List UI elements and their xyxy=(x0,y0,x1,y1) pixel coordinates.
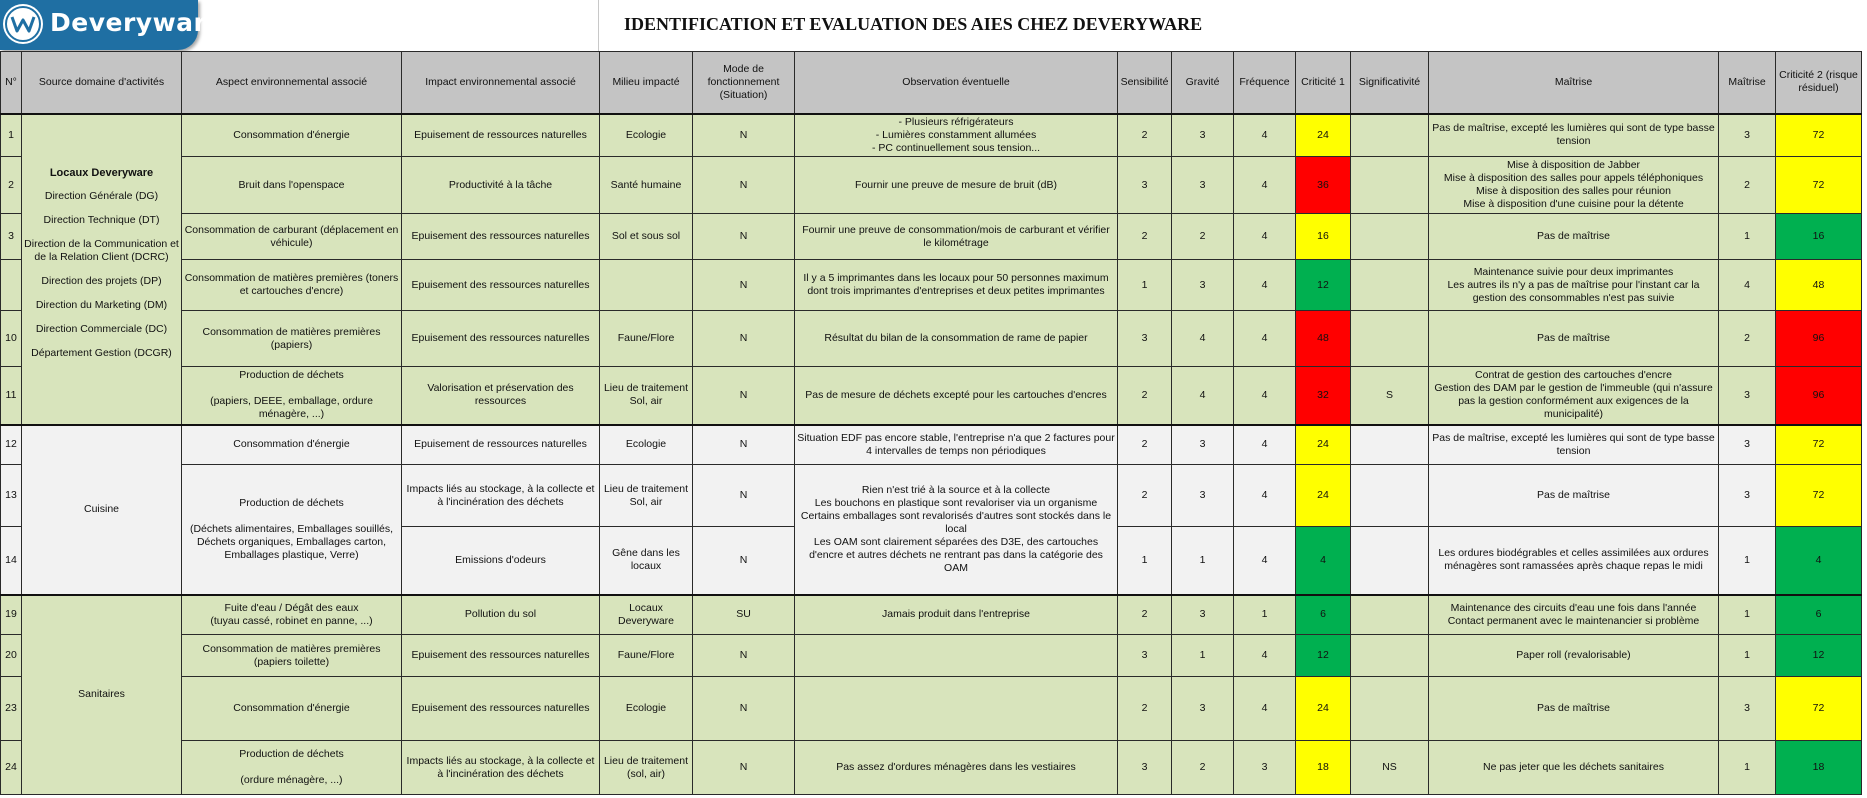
cell-significativite[interactable] xyxy=(1351,465,1429,527)
cell-line: Ne pas jeter que les déchets sanitaires xyxy=(1483,761,1664,773)
cell-line: - Plusieurs réfrigérateurs xyxy=(898,115,1014,128)
cell-criticite1[interactable]: 48 xyxy=(1296,311,1351,367)
cell-line: Pas assez d'ordures ménagères dans les vestiaires xyxy=(836,761,1076,773)
cell-mode[interactable]: N xyxy=(693,214,795,260)
cell-gravite[interactable]: 2 xyxy=(1172,214,1234,260)
cell-significativite[interactable] xyxy=(1351,527,1429,595)
cell-maitrise[interactable] xyxy=(1429,114,1719,157)
cell-line: (Déchets alimentaires, Emballages souillés, Déchets organiques, Emballages carton, Emballages plastique, Verre) xyxy=(189,522,394,561)
cell-criticite1[interactable]: 12 xyxy=(1296,260,1351,311)
cell-observation[interactable] xyxy=(795,635,1118,677)
cell-mode[interactable]: N xyxy=(693,114,795,157)
cell-maitrise[interactable] xyxy=(1429,527,1719,595)
cell-maitrise-score[interactable]: 2 xyxy=(1719,311,1776,367)
cell-line: Pas de maîtrise, excepté les lumières qui sont de type basse tension xyxy=(1432,122,1715,148)
cell-sensibilite[interactable]: 2 xyxy=(1118,114,1172,157)
cell-criticite1[interactable]: 24 xyxy=(1296,425,1351,465)
cell-n[interactable]: 20 xyxy=(1,635,22,677)
cell-milieu[interactable]: Faune/Flore xyxy=(600,311,693,367)
cell-n[interactable]: 14 xyxy=(1,527,22,595)
group-item: Direction du Marketing (DM) xyxy=(35,299,168,311)
cell-gravite[interactable]: 3 xyxy=(1172,157,1234,214)
cell-n[interactable]: 19 xyxy=(1,595,22,635)
col-header-sensibilite[interactable]: Sensibilité xyxy=(1118,52,1172,114)
cell-observation[interactable] xyxy=(795,367,1118,425)
cell-frequence[interactable]: 4 xyxy=(1234,367,1296,425)
table-row xyxy=(1,157,1862,214)
cell-maitrise-score[interactable]: 2 xyxy=(1719,157,1776,214)
cell-impact[interactable]: Epuisement des ressources naturelles xyxy=(402,635,600,677)
cell-criticite1[interactable]: 16 xyxy=(1296,214,1351,260)
cell-maitrise-score[interactable]: 1 xyxy=(1719,635,1776,677)
cell-criticite2[interactable]: 16 xyxy=(1776,214,1862,260)
cell-observation[interactable] xyxy=(795,677,1118,741)
cell-line: Contact permanent avec le maintenancier si problème xyxy=(1447,614,1700,627)
cell-maitrise[interactable] xyxy=(1429,260,1719,311)
cell-significativite[interactable] xyxy=(1351,595,1429,635)
cell-observation[interactable] xyxy=(795,157,1118,214)
cell-frequence[interactable]: 4 xyxy=(1234,311,1296,367)
cell-line: Mise à disposition de Jabber xyxy=(1506,159,1641,171)
cell-criticite2[interactable]: 6 xyxy=(1776,595,1862,635)
cell-criticite1[interactable]: 24 xyxy=(1296,114,1351,157)
table-row xyxy=(1,367,1862,425)
col-header-criticite1[interactable]: Criticité 1 xyxy=(1296,52,1351,114)
cell-criticite2[interactable]: 12 xyxy=(1776,635,1862,677)
cell-line: Jamais produit dans l'entreprise xyxy=(882,608,1030,621)
cell-frequence[interactable]: 4 xyxy=(1234,465,1296,527)
col-header-n[interactable]: N° xyxy=(1,52,22,114)
table-row xyxy=(1,260,1862,311)
cell-maitrise[interactable] xyxy=(1429,677,1719,741)
col-header-criticite2[interactable]: Criticité 2 (risque résiduel) xyxy=(1776,52,1862,114)
col-header-milieu[interactable]: Milieu impacté xyxy=(600,52,693,114)
header-row xyxy=(1,52,1862,114)
cell-milieu[interactable]: Lieu de traitement (sol, air) xyxy=(600,741,693,795)
cell-sensibilite[interactable]: 2 xyxy=(1118,465,1172,527)
group-locaux-deveryware[interactable] xyxy=(22,114,182,425)
cell-line: Paper roll (revalorisable) xyxy=(1516,649,1631,661)
cell-criticite2[interactable]: 72 xyxy=(1776,114,1862,157)
cell-criticite2[interactable]: 96 xyxy=(1776,367,1862,425)
cell-aspect[interactable] xyxy=(182,367,402,425)
cell-maitrise-score[interactable]: 3 xyxy=(1719,367,1776,425)
cell-line: Les bouchons en plastique sont revaloriser via un organisme xyxy=(814,496,1098,509)
cell-line: Production de déchets xyxy=(239,369,344,382)
cell-gravite[interactable]: 3 xyxy=(1172,677,1234,741)
cell-line: Mise à disposition des salles pour appels téléphoniques xyxy=(1443,172,1704,184)
cell-significativite[interactable]: S xyxy=(1351,367,1429,425)
company-logo xyxy=(0,0,224,50)
cell-sensibilite[interactable]: 3 xyxy=(1118,311,1172,367)
cell-line: (papiers, DEEE, emballage, ordure ménagère, ...) xyxy=(210,395,373,421)
cell-significativite[interactable] xyxy=(1351,311,1429,367)
col-header-maitrise-score[interactable]: Maîtrise xyxy=(1719,52,1776,114)
cell-sensibilite[interactable]: 1 xyxy=(1118,260,1172,311)
cell-sensibilite[interactable]: 2 xyxy=(1118,425,1172,465)
col-header-gravite[interactable]: Gravité xyxy=(1172,52,1234,114)
cell-observation[interactable] xyxy=(795,114,1118,157)
cell-milieu[interactable]: Gêne dans les locaux xyxy=(600,527,693,595)
cell-n[interactable]: 11 xyxy=(1,367,22,425)
cell-gravite[interactable]: 4 xyxy=(1172,311,1234,367)
cell-maitrise[interactable] xyxy=(1429,465,1719,527)
cell-criticite1[interactable]: 6 xyxy=(1296,595,1351,635)
cell-observation[interactable] xyxy=(795,214,1118,260)
cell-maitrise[interactable] xyxy=(1429,741,1719,795)
cell-significativite[interactable] xyxy=(1351,635,1429,677)
cell-sensibilite[interactable]: 3 xyxy=(1118,157,1172,214)
cell-maitrise[interactable] xyxy=(1429,635,1719,677)
table-row xyxy=(1,214,1862,260)
cell-observation[interactable] xyxy=(795,260,1118,311)
cell-criticite1[interactable]: 24 xyxy=(1296,677,1351,741)
cell-frequence[interactable]: 4 xyxy=(1234,635,1296,677)
group-title: Locaux Deveryware xyxy=(49,167,154,179)
cell-n[interactable]: 3 xyxy=(1,214,22,260)
table-row xyxy=(1,677,1862,741)
cell-line: - PC continuellement sous tension... xyxy=(871,141,1041,154)
cell-line: Résultat du bilan de la consommation de rame de papier xyxy=(824,332,1088,344)
cell-criticite1[interactable]: 4 xyxy=(1296,527,1351,595)
col-header-impact[interactable]: Impact environnemental associé xyxy=(402,52,600,114)
cell-line: Les autres ils n'y a pas de maîtrise pour l'instant car la gestion des consommables n'est pas suivie xyxy=(1447,278,1700,304)
cell-mode[interactable]: N xyxy=(693,741,795,795)
cell-line: Maintenance des circuits d'eau une fois dans l'année xyxy=(1450,601,1697,614)
cell-n[interactable]: 1 xyxy=(1,114,22,157)
cell-significativite[interactable]: NS xyxy=(1351,741,1429,795)
table-row xyxy=(1,425,1862,465)
group-cuisine[interactable]: Cuisine xyxy=(22,425,182,595)
cell-line: Rien n'est trié à la source et à la collecte xyxy=(861,483,1051,496)
cell-milieu[interactable]: Faune/Flore xyxy=(600,635,693,677)
cell-line: Les ordures biodégrables et celles assimilées aux ordures ménagères sont ramassées après chaque repas le midi xyxy=(1438,547,1709,573)
col-header-mode[interactable]: Mode de fonctionnement (Situation) xyxy=(693,52,795,114)
cell-frequence[interactable]: 4 xyxy=(1234,677,1296,741)
cell-impact[interactable]: Pollution du sol xyxy=(402,595,600,635)
cell-criticite2[interactable]: 72 xyxy=(1776,425,1862,465)
page-title: IDENTIFICATION ET EVALUATION DES AIES CHEZ DEVERYWARE xyxy=(624,14,1203,34)
cell-criticite2[interactable]: 72 xyxy=(1776,465,1862,527)
cell-sensibilite[interactable]: 3 xyxy=(1118,635,1172,677)
cell-aspect[interactable]: Consommation de matières premières (toners et cartouches d'encre) xyxy=(182,260,402,311)
group-item: Département Gestion (DCGR) xyxy=(31,347,172,359)
cell-line: Situation EDF pas encore stable, l'entreprise n'a que 2 factures pour 4 intervalles de temps non périodiques xyxy=(797,431,1115,457)
cell-criticite2[interactable]: 72 xyxy=(1776,157,1862,214)
cell-maitrise-score[interactable]: 3 xyxy=(1719,425,1776,465)
cell-criticite1[interactable]: 24 xyxy=(1296,465,1351,527)
cell-impact[interactable]: Epuisement des ressources naturelles xyxy=(402,214,600,260)
cell-line: Production de déchets xyxy=(239,496,344,509)
table-row xyxy=(1,465,1862,527)
cell-frequence[interactable]: 4 xyxy=(1234,527,1296,595)
cell-aspect[interactable] xyxy=(182,595,402,635)
cell-significativite[interactable] xyxy=(1351,157,1429,214)
cell-aspect[interactable]: Consommation de carburant (déplacement en véhicule) xyxy=(182,214,402,260)
cell-significativite[interactable] xyxy=(1351,214,1429,260)
cell-maitrise-score[interactable]: 1 xyxy=(1719,214,1776,260)
cell-frequence[interactable]: 4 xyxy=(1234,114,1296,157)
cell-n[interactable]: 2 xyxy=(1,157,22,214)
cell-line: (ordure ménagère, ...) xyxy=(240,774,343,786)
cell-line: Maintenance suivie pour deux imprimantes xyxy=(1473,265,1674,278)
cell-milieu[interactable]: Lieu de traitement Sol, air xyxy=(600,465,693,527)
cell-observation-merged[interactable] xyxy=(795,465,1118,595)
cell-milieu[interactable]: Lieu de traitement Sol, air xyxy=(600,367,693,425)
cell-criticite2[interactable]: 18 xyxy=(1776,741,1862,795)
cell-n[interactable]: 12 xyxy=(1,425,22,465)
cell-line: Pas de maîtrise xyxy=(1537,702,1610,714)
cell-sensibilite[interactable]: 2 xyxy=(1118,595,1172,635)
cell-milieu[interactable]: Ecologie xyxy=(600,425,693,465)
cell-line: Pas de maîtrise xyxy=(1537,230,1610,242)
cell-impact[interactable]: Epuisement de ressources naturelles xyxy=(402,425,600,465)
cell-mode[interactable]: N xyxy=(693,367,795,425)
group-item: Direction Générale (DG) xyxy=(44,190,159,202)
table-row xyxy=(1,595,1862,635)
cell-n[interactable]: 13 xyxy=(1,465,22,527)
cell-aspect[interactable]: Consommation de matières premières (papiers) xyxy=(182,311,402,367)
cell-impact[interactable]: Productivité à la tâche xyxy=(402,157,600,214)
cell-gravite[interactable]: 3 xyxy=(1172,595,1234,635)
cell-aspect[interactable]: Bruit dans l'openspace xyxy=(182,157,402,214)
cell-line: Certains emballages sont revalorisés d'autres sont stockés dans le local xyxy=(800,509,1112,535)
cell-significativite[interactable] xyxy=(1351,677,1429,741)
group-sanitaires[interactable]: Sanitaires xyxy=(22,595,182,795)
col-header-aspect[interactable]: Aspect environnemental associé xyxy=(182,52,402,114)
cell-criticite2[interactable]: 96 xyxy=(1776,311,1862,367)
cell-gravite[interactable]: 2 xyxy=(1172,741,1234,795)
cell-n[interactable]: 10 xyxy=(1,311,22,367)
group-item: Direction des projets (DP) xyxy=(41,275,162,287)
cell-mode[interactable]: N xyxy=(693,465,795,527)
cell-impact[interactable]: Impacts liés au stockage, à la collecte et à l'incinération des déchets xyxy=(402,741,600,795)
cell-sensibilite[interactable]: 3 xyxy=(1118,741,1172,795)
cell-aspect[interactable]: Consommation d'énergie xyxy=(182,114,402,157)
cell-maitrise-score[interactable]: 3 xyxy=(1719,677,1776,741)
cell-aspect[interactable] xyxy=(182,741,402,795)
cell-aspect[interactable]: Consommation d'énergie xyxy=(182,677,402,741)
cell-impact[interactable]: Emissions d'odeurs xyxy=(402,527,600,595)
logo-text: Deveryware xyxy=(50,8,224,37)
cell-frequence[interactable]: 3 xyxy=(1234,741,1296,795)
cell-criticite1[interactable]: 18 xyxy=(1296,741,1351,795)
cell-sensibilite[interactable]: 2 xyxy=(1118,677,1172,741)
cell-significativite[interactable] xyxy=(1351,260,1429,311)
cell-line: Pas de maîtrise xyxy=(1537,332,1610,344)
cell-maitrise-score[interactable]: 1 xyxy=(1719,741,1776,795)
cell-mode[interactable]: N xyxy=(693,527,795,595)
cell-gravite[interactable]: 3 xyxy=(1172,465,1234,527)
table-row xyxy=(1,635,1862,677)
cell-milieu[interactable]: Ecologie xyxy=(600,114,693,157)
cell-milieu[interactable]: Locaux Deveryware xyxy=(600,595,693,635)
cell-frequence[interactable]: 4 xyxy=(1234,157,1296,214)
cell-line: - Lumières constamment allumées xyxy=(875,128,1037,141)
cell-observation[interactable] xyxy=(795,425,1118,465)
cell-sensibilite[interactable]: 2 xyxy=(1118,214,1172,260)
cell-criticite2[interactable]: 48 xyxy=(1776,260,1862,311)
cell-mode[interactable]: N xyxy=(693,311,795,367)
cell-line: (tuyau cassé, robinet en panne, ...) xyxy=(210,614,373,627)
cell-aspect[interactable]: Consommation de matières premières (papiers toilette) xyxy=(182,635,402,677)
col-header-frequence[interactable]: Fréquence xyxy=(1234,52,1296,114)
cell-line: Gestion des DAM par le gestion de l'immeuble (qui n'assure pas la gestion conformément aux exigences de la municipalité) xyxy=(1434,382,1713,421)
cell-line: Il y a 5 imprimantes dans les locaux pour 50 personnes maximum dont trois imprimantes d'entreprises et deux petites imprimantes xyxy=(803,272,1109,297)
cell-milieu[interactable]: Santé humaine xyxy=(600,157,693,214)
cell-impact[interactable]: Impacts liés au stockage, à la collecte et à l'incinération des déchets xyxy=(402,465,600,527)
cell-line xyxy=(184,761,399,774)
cell-milieu[interactable] xyxy=(600,260,693,311)
cell-maitrise-score[interactable]: 1 xyxy=(1719,527,1776,595)
cell-line: Pas de maîtrise xyxy=(1537,489,1610,501)
cell-criticite1[interactable]: 32 xyxy=(1296,367,1351,425)
cell-n[interactable]: 24 xyxy=(1,741,22,795)
sheet-top-bar xyxy=(0,0,1867,51)
cell-gravite[interactable]: 4 xyxy=(1172,367,1234,425)
cell-mode[interactable]: SU xyxy=(693,595,795,635)
table-row xyxy=(1,311,1862,367)
cell-maitrise[interactable] xyxy=(1429,425,1719,465)
cell-significativite[interactable] xyxy=(1351,425,1429,465)
cell-sensibilite[interactable]: 2 xyxy=(1118,367,1172,425)
cell-line xyxy=(184,382,399,395)
table-row xyxy=(1,741,1862,795)
cell-gravite[interactable]: 1 xyxy=(1172,527,1234,595)
cell-milieu[interactable]: Ecologie xyxy=(600,677,693,741)
cell-mode[interactable]: N xyxy=(693,677,795,741)
cell-mode[interactable]: N xyxy=(693,260,795,311)
cell-impact[interactable]: Epuisement des ressources naturelles xyxy=(402,260,600,311)
cell-frequence[interactable]: 4 xyxy=(1234,260,1296,311)
cell-gravite[interactable]: 3 xyxy=(1172,425,1234,465)
table-row xyxy=(1,114,1862,157)
cell-line: Contrat de gestion des cartouches d'encre xyxy=(1475,369,1672,382)
cell-criticite1[interactable]: 12 xyxy=(1296,635,1351,677)
cell-gravite[interactable]: 3 xyxy=(1172,260,1234,311)
group-item: Direction Technique (DT) xyxy=(43,214,160,226)
cell-maitrise-score[interactable]: 3 xyxy=(1719,114,1776,157)
cell-mode[interactable]: N xyxy=(693,635,795,677)
group-item: Direction Commerciale (DC) xyxy=(35,323,168,335)
cell-impact[interactable]: Epuisement de ressources naturelles xyxy=(402,114,600,157)
cell-impact[interactable]: Epuisement des ressources naturelles xyxy=(402,311,600,367)
cell-observation[interactable] xyxy=(795,595,1118,635)
col-header-source[interactable]: Source domaine d'activités xyxy=(22,52,182,114)
cell-milieu[interactable]: Sol et sous sol xyxy=(600,214,693,260)
cell-gravite[interactable]: 3 xyxy=(1172,114,1234,157)
col-header-significativite[interactable]: Significativité xyxy=(1351,52,1429,114)
cell-aspect[interactable]: Consommation d'énergie xyxy=(182,425,402,465)
cell-maitrise-score[interactable]: 1 xyxy=(1719,595,1776,635)
cell-criticite2[interactable]: 72 xyxy=(1776,677,1862,741)
group-item: Direction de la Communication et de la Relation Client (DCRC) xyxy=(24,238,179,263)
cell-maitrise[interactable] xyxy=(1429,214,1719,260)
cell-criticite1[interactable]: 36 xyxy=(1296,157,1351,214)
cell-frequence[interactable]: 4 xyxy=(1234,425,1296,465)
col-header-observation[interactable]: Observation éventuelle xyxy=(795,52,1118,114)
cell-gravite[interactable]: 1 xyxy=(1172,635,1234,677)
cell-frequence[interactable]: 1 xyxy=(1234,595,1296,635)
cell-criticite2[interactable]: 4 xyxy=(1776,527,1862,595)
cell-n[interactable] xyxy=(1,260,22,311)
aies-table xyxy=(0,51,1862,795)
cell-maitrise[interactable] xyxy=(1429,367,1719,425)
deveryware-logo-icon xyxy=(3,4,43,44)
cell-line: Mise à disposition d'une cuisine pour la détente xyxy=(1463,198,1684,210)
cell-line: Les OAM sont clairement séparées des D3E, des cartouches d'encre et autres déchets ne rentrant pas dans la catégorie des OAM xyxy=(809,535,1103,574)
cell-frequence[interactable]: 4 xyxy=(1234,214,1296,260)
cell-n[interactable]: 23 xyxy=(1,677,22,741)
col-header-maitrise[interactable]: Maîtrise xyxy=(1429,52,1719,114)
cell-line: Pas de maîtrise, excepté les lumières qui sont de type basse tension xyxy=(1432,431,1715,457)
cell-line: Production de déchets xyxy=(239,748,344,760)
cell-impact[interactable]: Valorisation et préservation des ressources xyxy=(402,367,600,425)
cell-maitrise-score[interactable]: 4 xyxy=(1719,260,1776,311)
cell-impact[interactable]: Epuisement des ressources naturelles xyxy=(402,677,600,741)
cell-line: Pas de mesure de déchets excepté pour les cartouches d'encres xyxy=(805,388,1107,401)
cell-observation[interactable] xyxy=(795,741,1118,795)
cell-line: Fournir une preuve de mesure de bruit (dB) xyxy=(855,178,1057,191)
cell-line xyxy=(184,510,399,523)
cell-mode[interactable]: N xyxy=(693,425,795,465)
cell-mode[interactable]: N xyxy=(693,157,795,214)
cell-significativite[interactable] xyxy=(1351,114,1429,157)
cell-aspect-merged[interactable] xyxy=(182,465,402,595)
cell-line: Fuite d'eau / Dégât des eaux xyxy=(224,601,359,614)
cell-observation[interactable] xyxy=(795,311,1118,367)
title-divider xyxy=(598,0,599,51)
cell-maitrise[interactable] xyxy=(1429,311,1719,367)
cell-sensibilite[interactable]: 1 xyxy=(1118,527,1172,595)
cell-maitrise-score[interactable]: 3 xyxy=(1719,465,1776,527)
cell-maitrise[interactable] xyxy=(1429,595,1719,635)
cell-line: Mise à disposition des salles pour réunion xyxy=(1476,185,1671,197)
cell-line: Fournir une preuve de consommation/mois de carburant et vérifier le kilométrage xyxy=(802,223,1110,249)
cell-maitrise[interactable] xyxy=(1429,157,1719,214)
